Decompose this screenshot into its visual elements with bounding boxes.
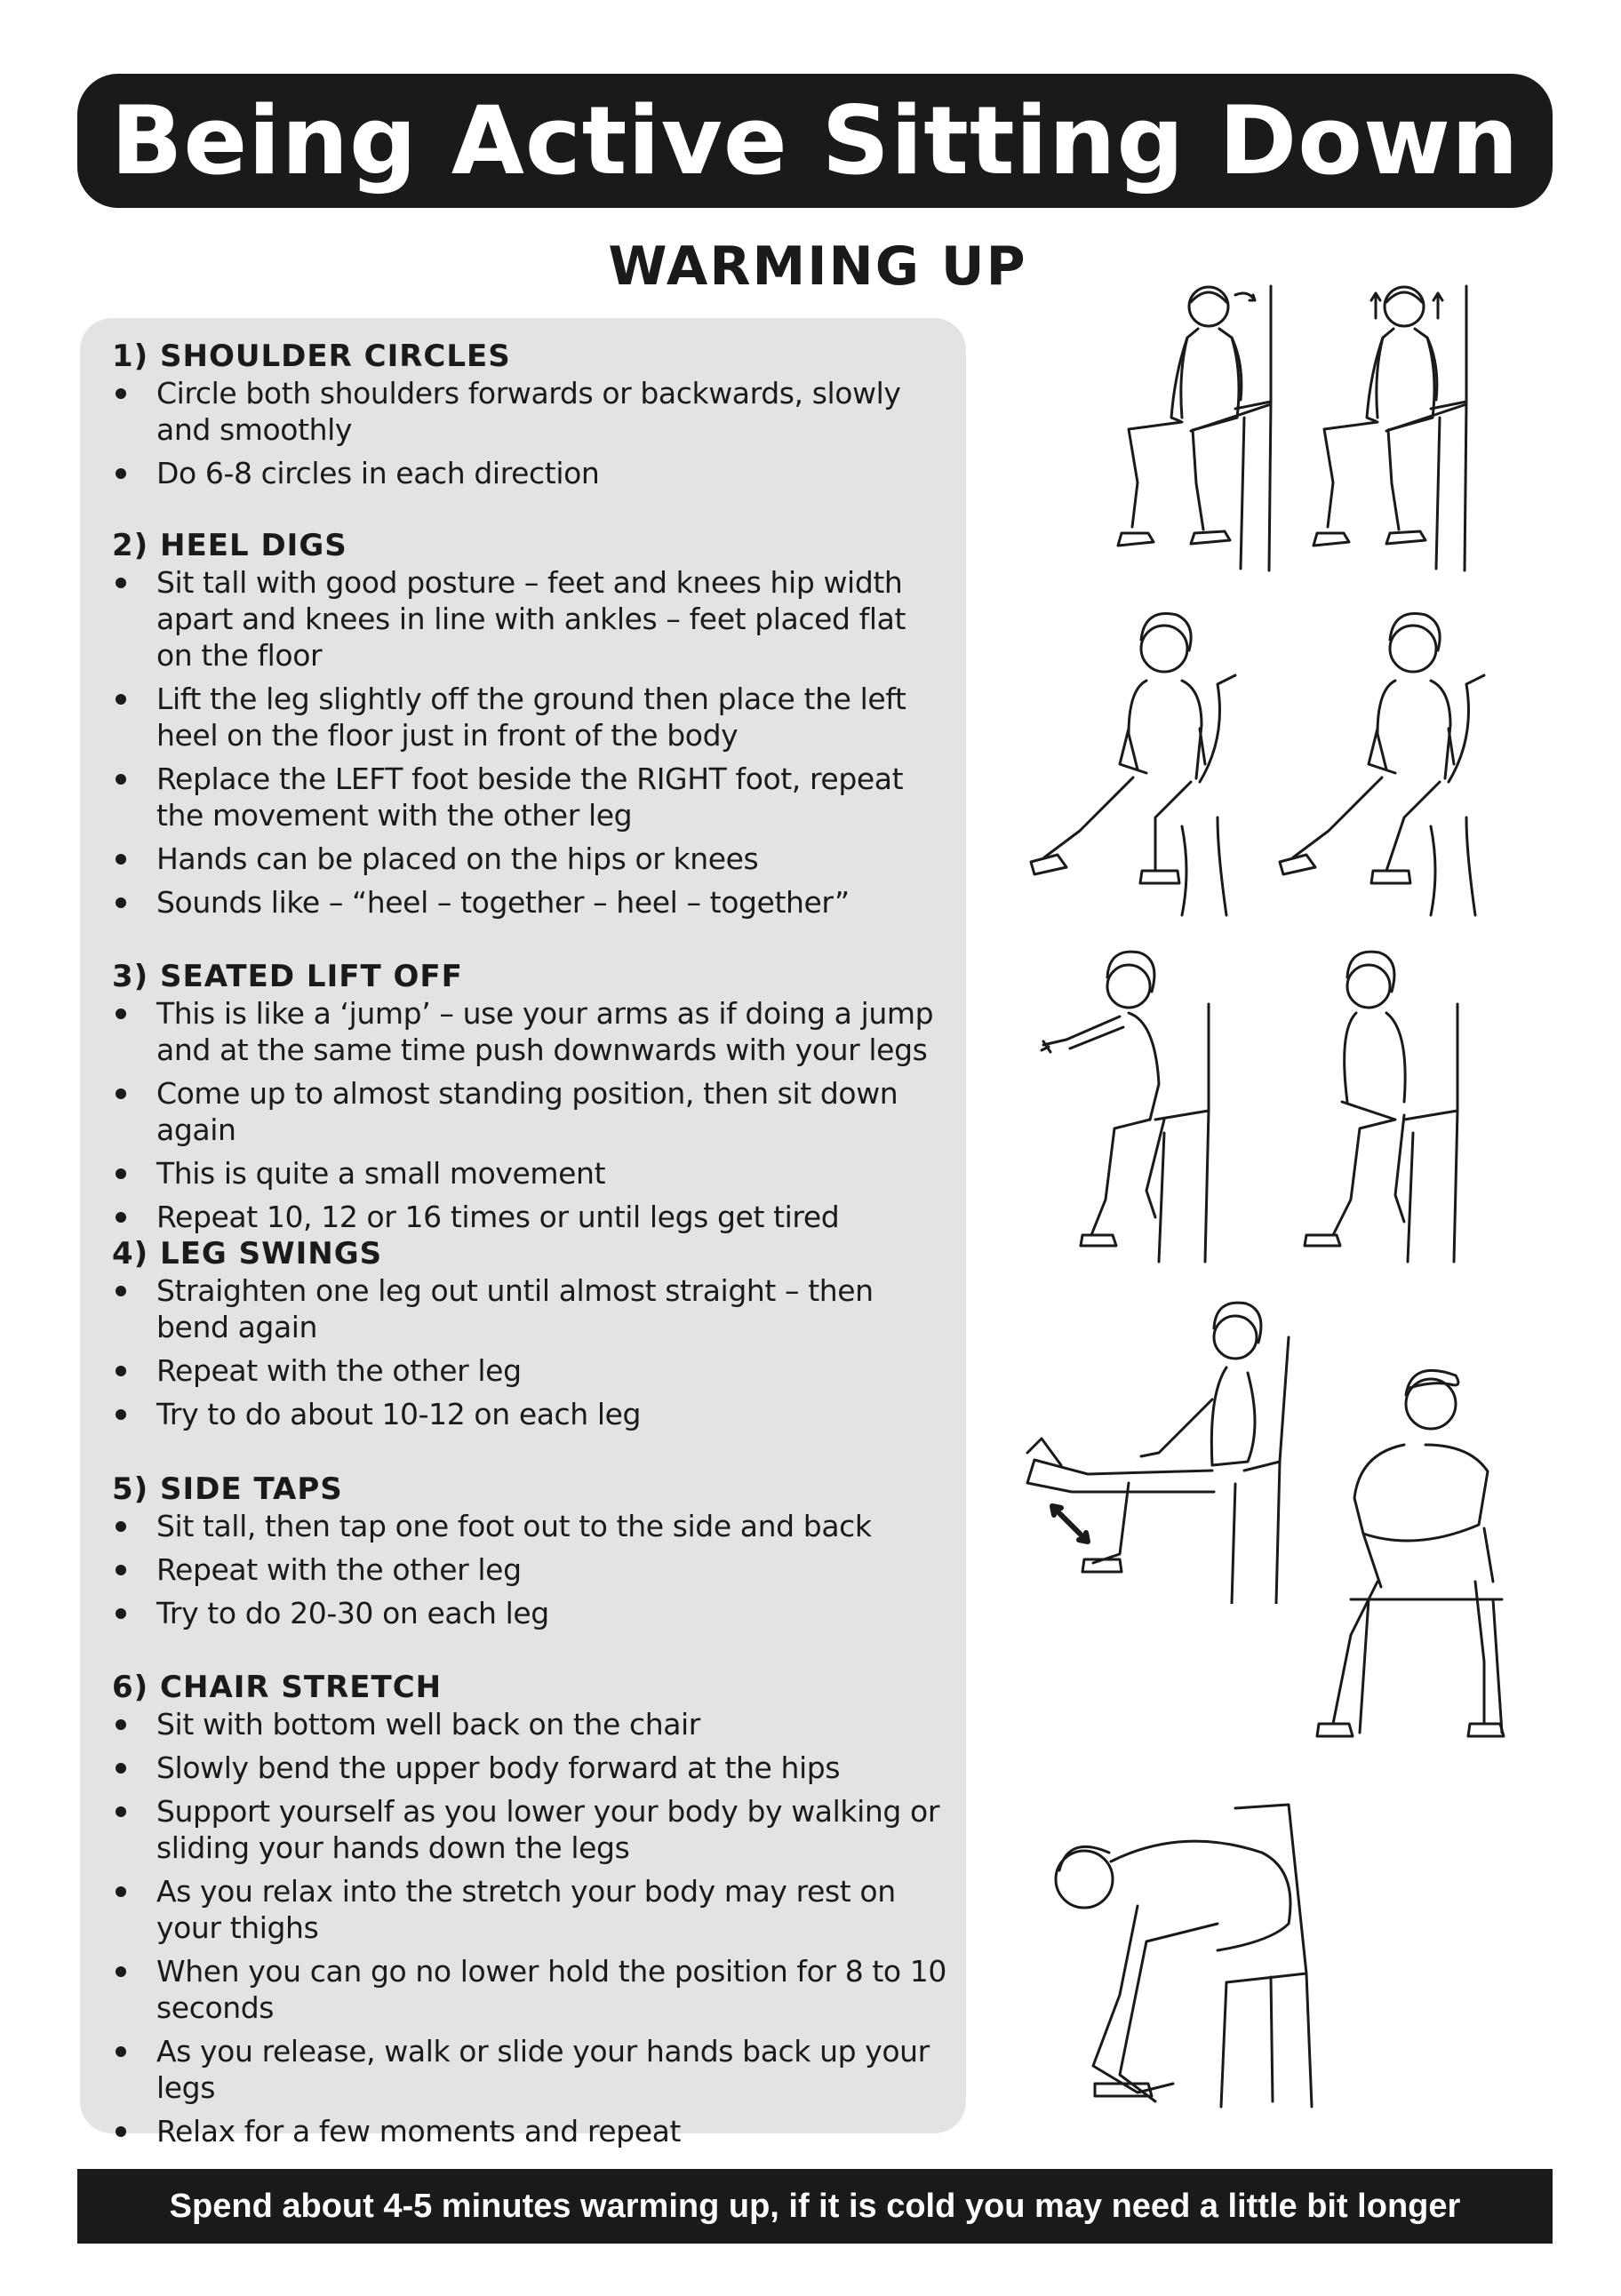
bullet-item: Lift the leg slightly off the ground then place the left heel on the floor just in front of the body <box>112 681 947 753</box>
bullet-item: Sit tall with good posture – feet and knees hip width apart and knees in line with ankles – feet placed flat on the floor <box>112 564 947 674</box>
bullet-item: This is quite a small movement <box>112 1155 947 1192</box>
bullet-item: Do 6-8 circles in each direction <box>112 455 947 491</box>
bullet-item: Slowly bend the upper body forward at the hips <box>112 1750 947 1786</box>
leg-swings-illustration <box>1022 1293 1306 1604</box>
bullet-item: Support yourself as you lower your body by walking or sliding your hands down the legs <box>112 1793 947 1866</box>
bullet-list <box>112 375 947 491</box>
section-leg-swings <box>112 1235 947 1439</box>
bullet-item: Relax for a few moments and repeat <box>112 2113 947 2149</box>
seated-man-figure <box>1314 286 1466 570</box>
bullet-item: Repeat with the other leg <box>112 1352 947 1389</box>
section-seated-lift-off <box>112 958 947 1242</box>
bullet-list <box>112 1508 947 1631</box>
section-heel-digs <box>112 527 947 928</box>
title-banner <box>77 74 1553 208</box>
section-title: 3) SEATED LIFT OFF <box>112 959 463 994</box>
section-title: 4) LEG SWINGS <box>112 1236 383 1272</box>
bullet-item: Try to do about 10-12 on each leg <box>112 1396 947 1432</box>
shoulder-circles-illustration <box>1102 275 1493 595</box>
seated-woman-figure <box>1280 614 1484 915</box>
section-chair-stretch <box>112 1669 947 2156</box>
page-title: Being Active Sitting Down <box>110 85 1520 195</box>
bullet-item: Circle both shoulders forwards or backwards, slowly and smoothly <box>112 375 947 448</box>
footer-note: Spend about 4-5 minutes warming up, if it is cold you may need a little bit longer <box>169 2187 1461 2225</box>
page-subtitle: WARMING UP <box>608 235 1027 298</box>
bullet-list <box>112 564 947 921</box>
lift-off-woman-figure <box>1042 952 1209 1262</box>
bullet-item: Hands can be placed on the hips or knees <box>112 841 947 877</box>
section-title: 5) SIDE TAPS <box>112 1471 343 1507</box>
section-title: 6) CHAIR STRETCH <box>112 1670 443 1705</box>
bullet-item: Replace the LEFT foot beside the RIGHT foot, repeat the movement with the other leg <box>112 761 947 833</box>
bullet-list <box>112 995 947 1235</box>
section-shoulder-circles <box>112 338 947 498</box>
bullet-item: Repeat with the other leg <box>112 1551 947 1588</box>
bullet-list <box>112 1272 947 1432</box>
bullet-item: Try to do 20-30 on each leg <box>112 1595 947 1631</box>
seated-woman-figure <box>1031 614 1235 915</box>
lift-off-woman-figure <box>1305 952 1457 1262</box>
chair-stretch-illustration <box>1040 1790 1395 2119</box>
bullet-item: Sit with bottom well back on the chair <box>112 1706 947 1742</box>
bullet-item: As you relax into the stretch your body may rest on your thighs <box>112 1873 947 1946</box>
bullet-item: Come up to almost standing position, then sit down again <box>112 1075 947 1148</box>
instructions-panel <box>80 318 966 2149</box>
bullet-item: Sounds like – “heel – together – heel – together” <box>112 884 947 921</box>
bullet-item: Repeat 10, 12 or 16 times or until legs get tired <box>112 1199 947 1235</box>
section-title: 1) SHOULDER CIRCLES <box>112 339 511 374</box>
side-taps-illustration <box>1298 1359 1529 1777</box>
seated-lift-off-illustration <box>1031 942 1511 1271</box>
section-title: 2) HEEL DIGS <box>112 528 347 563</box>
footer-banner <box>77 2169 1553 2244</box>
seated-man-figure <box>1118 286 1271 570</box>
bullet-item: Straighten one leg out until almost straight – then bend again <box>112 1272 947 1345</box>
bullet-item: This is like a ‘jump’ – use your arms as if doing a jump and at the same time push downwards with your legs <box>112 995 947 1068</box>
bullet-item: Sit tall, then tap one foot out to the side and back <box>112 1508 947 1544</box>
bullet-item: As you release, walk or slide your hands back up your legs <box>112 2033 947 2106</box>
bullet-item: When you can go no lower hold the position for 8 to 10 seconds <box>112 1953 947 2026</box>
heel-digs-illustration <box>1022 604 1520 924</box>
section-side-taps <box>112 1471 947 1638</box>
bullet-list <box>112 1706 947 2149</box>
